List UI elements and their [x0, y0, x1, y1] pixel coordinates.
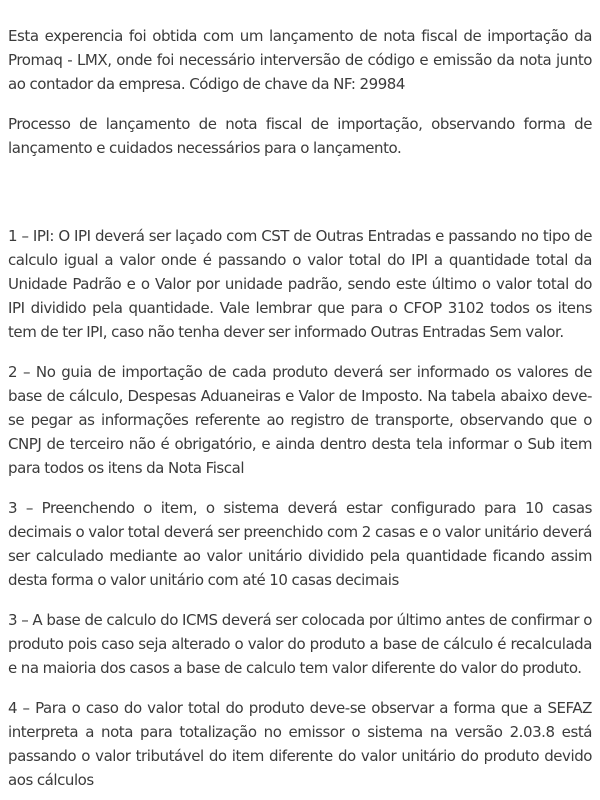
step-item-fill-paragraph: 3 – Preenchendo o item, o sistema deverá estar configurado para 10 casas decimais o valor total deverá ser preenchido com 2 casas e o valor unitário deverá ser calculado mediante ao valor unitário dividido pela quantidade ficando assim desta forma o valor unitário com até 10 casas decimais — [8, 499, 592, 589]
step-ipi-paragraph: 1 – IPI: O IPI deverá ser laçado com CST de Outras Entradas e passando no tipo de calculo igual a valor onde é passando o valor total do IPI a quantidade total da Unidade Padrão e o Valor por unidade padrão, sendo este último o valor total do IPI dividido pela quantidade. Vale lembrar que para o CFOP 3102 todos os itens tem de ter IPI, caso não tenha dever ser informado Outras Entradas Sem valor. — [8, 227, 592, 341]
step-total-value-paragraph: 4 – Para o caso do valor total do produto deve-se observar a forma que a SEFAZ interpreta a nota para totalização no emissor o sistema na versão 2.03.8 está passando o valor tributável do item diferente do valor unitário do produto devido aos cálculos — [8, 699, 592, 789]
process-description-paragraph: Processo de lançamento de nota fiscal de importação, observando forma de lançamento e cuidados necessários para o lançamento. — [8, 115, 592, 157]
blank-spacer — [8, 176, 592, 224]
step-import-guide-paragraph: 2 – No guia de importação de cada produto deverá ser informado os valores de base de cálculo, Despesas Aduaneiras e Valor de Imposto. Na tabela abaixo deve-se pegar as informações referente ao registro de transporte, observando que o CNPJ de terceiro não é obrigatório, e ainda dentro desta tela informar o Sub item para todos os itens da Nota Fiscal — [8, 363, 592, 477]
step-icms-base-paragraph: 3 – A base de calculo do ICMS deverá ser colocada por último antes de confirmar o produto pois caso seja alterado o valor do produto a base de cálculo é recalculada e na maioria dos casos a base de calculo tem valor diferente do valor do produto. — [8, 611, 592, 677]
intro-paragraph: Esta experencia foi obtida com um lançamento de nota fiscal de importação da Promaq - LMX, onde foi necessário interversão de código e emissão da nota junto ao contador da empresa. Código de chave da NF: 29984 — [8, 27, 592, 93]
